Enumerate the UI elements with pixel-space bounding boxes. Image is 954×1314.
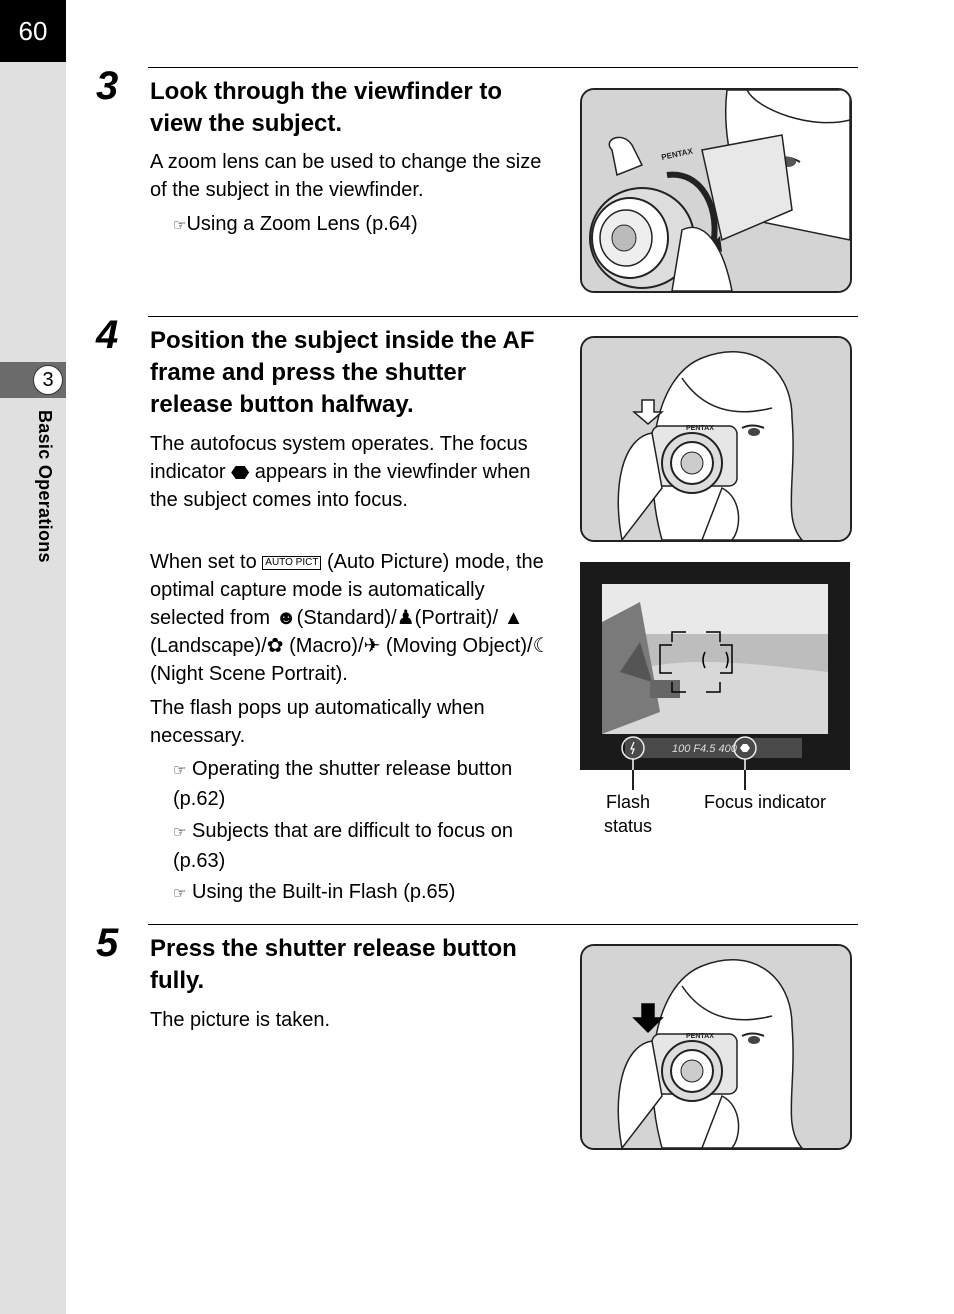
callout-line — [744, 770, 746, 790]
step-body: The picture is taken. — [150, 1009, 331, 1031]
svg-text:PENTAX: PENTAX — [686, 1033, 714, 1040]
reference-link[interactable]: ☞ Using the Built-in Flash (p.65) — [173, 881, 456, 903]
step-divider — [148, 924, 858, 925]
reference-link[interactable]: ☞Using a Zoom Lens (p.64) — [173, 213, 418, 235]
chapter-sidebar — [0, 0, 66, 1314]
hand-pointer-icon: ☞ — [173, 762, 187, 779]
step-number: 4 — [96, 313, 119, 357]
step-body: A zoom lens can be used to change the size of the subject in the viewfinder. — [150, 151, 542, 201]
standard-mode-icon: ☻ — [275, 607, 297, 629]
focus-indicator-icon — [231, 466, 249, 479]
chapter-number: 3 — [33, 365, 63, 395]
reference-link[interactable]: ☞ Subjects that are difficult to focus on (p.63) — [173, 820, 513, 872]
page-number: 60 — [0, 0, 66, 62]
step-heading: Look through the viewfinder to view the subject. — [150, 78, 502, 137]
landscape-mode-icon: ▲ — [503, 607, 524, 629]
step-divider — [148, 67, 858, 68]
svg-text:PENTAX: PENTAX — [686, 425, 714, 432]
callout-line — [632, 770, 634, 790]
chapter-title: Basic Operations — [35, 410, 55, 563]
night-scene-portrait-icon: ☾ — [532, 635, 551, 657]
illustration-half-press — [580, 336, 852, 542]
step-number: 5 — [96, 921, 119, 965]
auto-picture-icon: AUTO PICT — [262, 556, 321, 570]
svg-text:100 F4.5 400: 100 F4.5 400 — [672, 743, 737, 755]
hand-pointer-icon: ☞ — [173, 885, 187, 902]
step-heading: Position the subject inside the AF frame and press the shutter release button halfway. — [150, 327, 535, 418]
step-body-autofocus: The autofocus system operates. The focus indicator appears in the viewfinder when the subject comes into focus. — [150, 433, 531, 511]
moving-object-mode-icon: ✈ — [363, 635, 381, 657]
viewfinder-display — [580, 562, 850, 770]
portrait-mode-icon: ♟ — [396, 607, 415, 629]
step-divider — [148, 316, 858, 317]
illustration-full-press — [580, 944, 852, 1150]
hand-pointer-icon: ☞ — [173, 824, 187, 841]
caption-flash-status: Flash status — [603, 792, 653, 836]
step-body-flash: The flash pops up automatically when necessary. — [150, 697, 485, 747]
illustration-zoom-lens — [580, 88, 852, 293]
step-number: 3 — [96, 64, 119, 108]
step-body-auto-picture: When set to AUTO PICT (Auto Picture) mode, the optimal capture mode is automatically selected from ☻(Standard)/♟(Portrait)/ ▲ (Landscape)/✿ (Macro)/✈ (Moving Object)/☾ (Night Scene Portrait). — [150, 551, 551, 685]
hand-pointer-icon: ☞ — [173, 217, 187, 234]
caption-focus-indicator: Focus indicator — [703, 792, 827, 812]
svg-text:PENTAX: PENTAX — [660, 146, 694, 162]
macro-mode-icon: ✿ — [266, 635, 284, 657]
reference-link[interactable]: ☞ Operating the shutter release button (p.62) — [173, 758, 513, 810]
step-heading: Press the shutter release button fully. — [150, 935, 517, 994]
